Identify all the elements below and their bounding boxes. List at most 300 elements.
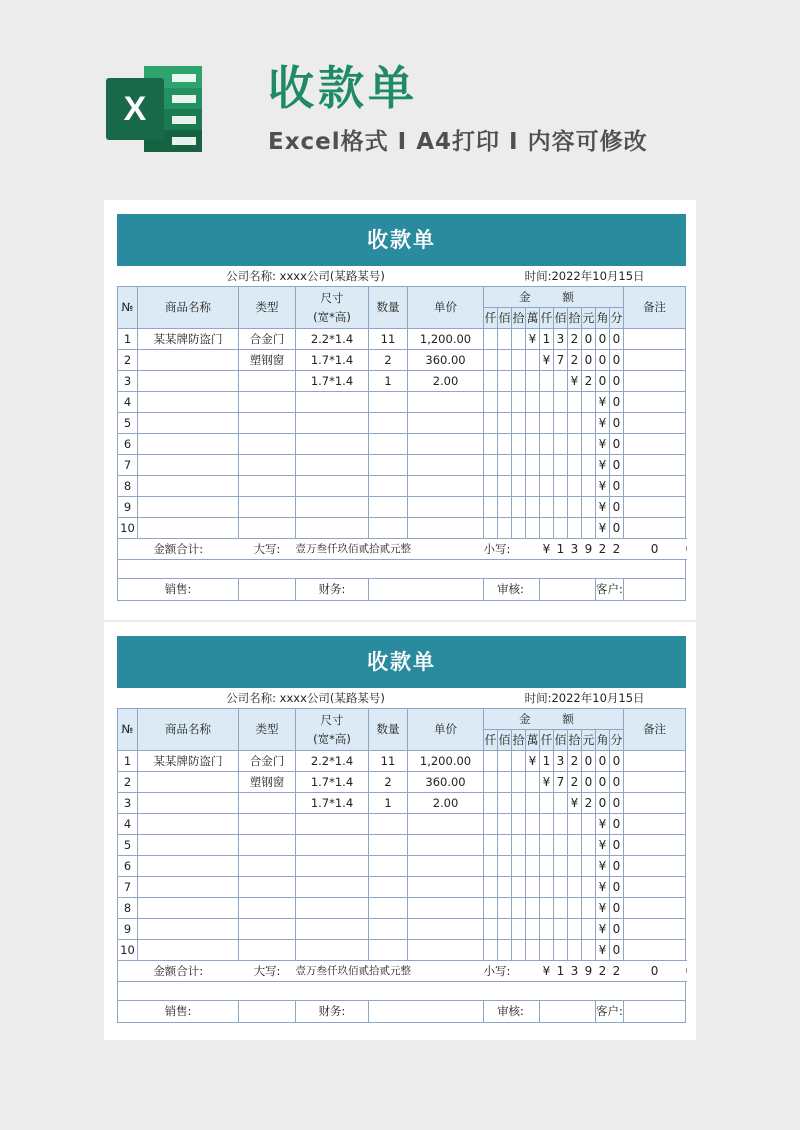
amount-digit: 3 — [554, 751, 568, 772]
qty-cell[interactable] — [369, 814, 408, 835]
qty-cell[interactable] — [369, 856, 408, 877]
total-digit: 2 — [596, 961, 610, 982]
remark-cell[interactable] — [624, 413, 686, 434]
row-no: 8 — [118, 898, 138, 919]
remark-cell[interactable] — [624, 793, 686, 814]
amount-digit — [484, 940, 498, 961]
size-cell[interactable] — [296, 814, 369, 835]
company-label: 公司名称: — [226, 690, 276, 705]
type-cell[interactable]: 塑钢窗 — [239, 350, 296, 371]
row-no: 6 — [118, 434, 138, 455]
qty-cell[interactable]: 2 — [369, 350, 408, 371]
total-digit: 1 — [554, 539, 568, 560]
size-cell[interactable] — [296, 856, 369, 877]
table-row — [118, 455, 687, 476]
type-cell[interactable] — [239, 518, 296, 539]
amount-digit — [512, 476, 526, 497]
qty-cell[interactable] — [369, 413, 408, 434]
amount-digit — [540, 371, 554, 392]
total-digit: 0 — [624, 539, 686, 560]
qty-cell[interactable] — [369, 518, 408, 539]
amount-digit — [526, 455, 540, 476]
type-cell[interactable] — [239, 413, 296, 434]
qty-cell[interactable]: 2 — [369, 772, 408, 793]
qty-cell[interactable] — [369, 455, 408, 476]
remark-cell[interactable] — [624, 919, 686, 940]
type-cell[interactable] — [239, 497, 296, 518]
remark-cell[interactable] — [624, 898, 686, 919]
amount-digit — [540, 814, 554, 835]
table-row — [118, 856, 687, 877]
amount-digit: ¥ — [596, 814, 610, 835]
amount-digit — [526, 856, 540, 877]
col-qty: 数量 — [369, 287, 408, 329]
amount-digit — [526, 434, 540, 455]
product-cell[interactable] — [138, 476, 239, 497]
total-digit — [526, 961, 540, 982]
qty-cell[interactable]: 1 — [369, 793, 408, 814]
size-cell[interactable]: 1.7*1.4 — [296, 350, 369, 371]
qty-cell[interactable] — [369, 434, 408, 455]
amount-digit: 1 — [540, 329, 554, 350]
amount-digit: 0 — [610, 793, 624, 814]
finance-label: 财务: — [296, 1001, 369, 1023]
type-cell[interactable] — [239, 455, 296, 476]
amount-digit — [498, 856, 512, 877]
col-qty: 数量 — [369, 709, 408, 751]
price-cell[interactable]: 1,200.00 — [408, 751, 484, 772]
type-cell[interactable] — [239, 476, 296, 497]
product-cell[interactable] — [138, 856, 239, 877]
size-cell[interactable] — [296, 940, 369, 961]
col-size — [296, 709, 369, 751]
remark-cell[interactable] — [624, 835, 686, 856]
amount-digit: 2 — [582, 793, 596, 814]
amount-digit — [554, 392, 568, 413]
price-cell[interactable] — [408, 434, 484, 455]
price-cell[interactable] — [408, 455, 484, 476]
table-row — [118, 751, 687, 772]
upper-value[interactable]: 壹万叁仟玖佰贰拾贰元整 — [296, 539, 484, 560]
amount-digit — [568, 835, 582, 856]
size-cell[interactable] — [296, 392, 369, 413]
amount-digit: ¥ — [540, 350, 554, 371]
col-product: 商品名称 — [138, 287, 239, 329]
size-cell[interactable] — [296, 413, 369, 434]
sales-label: 销售: — [118, 579, 239, 601]
amount-digit — [568, 434, 582, 455]
type-cell[interactable] — [239, 877, 296, 898]
table-row — [118, 793, 687, 814]
col-digit: 佰 — [554, 308, 568, 329]
table-row — [118, 497, 687, 518]
amount-digit — [498, 877, 512, 898]
row-no: 5 — [118, 835, 138, 856]
type-cell[interactable] — [239, 793, 296, 814]
type-cell[interactable] — [239, 835, 296, 856]
amount-digit: 0 — [610, 835, 624, 856]
amount-digit — [554, 371, 568, 392]
row-no: 9 — [118, 919, 138, 940]
col-digit: 分 — [610, 308, 624, 329]
price-cell[interactable]: 360.00 — [408, 350, 484, 371]
audit-label: 审核: — [484, 579, 540, 601]
amount-digit — [484, 371, 498, 392]
type-cell[interactable] — [239, 898, 296, 919]
company-label: 公司名称: — [226, 268, 276, 283]
amount-digit: 0 — [610, 455, 624, 476]
col-digit: 佰 — [498, 308, 512, 329]
price-cell[interactable] — [408, 497, 484, 518]
table-row — [118, 329, 687, 350]
size-cell[interactable] — [296, 434, 369, 455]
remark-cell[interactable] — [624, 455, 686, 476]
price-cell[interactable]: 2.00 — [408, 793, 484, 814]
type-cell[interactable] — [239, 814, 296, 835]
amount-digit — [512, 772, 526, 793]
table-row — [118, 392, 687, 413]
product-cell[interactable] — [138, 919, 239, 940]
sales-input[interactable] — [239, 1001, 296, 1023]
finance-input[interactable] — [369, 579, 484, 601]
product-cell[interactable] — [138, 835, 239, 856]
product-cell[interactable] — [138, 772, 239, 793]
product-cell[interactable] — [138, 793, 239, 814]
row-no: 4 — [118, 814, 138, 835]
qty-cell[interactable]: 1 — [369, 371, 408, 392]
excel-logo-icon — [104, 62, 204, 156]
size-cell[interactable] — [296, 898, 369, 919]
col-size-unit: (宽*高) — [313, 309, 351, 324]
total-digit: 3 — [568, 961, 582, 982]
amount-digit: ¥ — [596, 835, 610, 856]
amount-digit: ¥ — [596, 940, 610, 961]
remark-cell[interactable] — [624, 329, 686, 350]
price-cell[interactable] — [408, 835, 484, 856]
product-cell[interactable] — [138, 518, 239, 539]
amount-digit: 0 — [610, 751, 624, 772]
amount-digit — [484, 329, 498, 350]
table-row — [118, 940, 687, 961]
price-cell[interactable]: 1,200.00 — [408, 329, 484, 350]
qty-cell[interactable] — [369, 835, 408, 856]
amount-digit — [540, 898, 554, 919]
price-cell[interactable] — [408, 518, 484, 539]
company-value: xxxx公司(某路某号) — [279, 268, 385, 283]
amount-digit — [568, 856, 582, 877]
type-cell[interactable] — [239, 371, 296, 392]
remark-cell[interactable] — [624, 751, 686, 772]
time-field[interactable] — [484, 688, 686, 709]
qty-cell[interactable] — [369, 940, 408, 961]
amount-digit — [498, 476, 512, 497]
finance-input[interactable] — [369, 1001, 484, 1023]
amount-digit: ¥ — [596, 455, 610, 476]
amount-digit — [498, 793, 512, 814]
product-cell[interactable] — [138, 371, 239, 392]
qty-cell[interactable] — [369, 877, 408, 898]
amount-digit — [512, 455, 526, 476]
amount-digit: 0 — [610, 371, 624, 392]
amount-digit — [484, 772, 498, 793]
qty-cell[interactable]: 11 — [369, 751, 408, 772]
col-digit: 佰 — [554, 730, 568, 751]
size-cell[interactable]: 2.2*1.4 — [296, 329, 369, 350]
total-digit: 2 — [610, 539, 624, 560]
product-cell[interactable] — [138, 392, 239, 413]
type-cell[interactable]: 合金门 — [239, 751, 296, 772]
qty-cell[interactable]: 11 — [369, 329, 408, 350]
remark-cell[interactable] — [624, 856, 686, 877]
row-no: 10 — [118, 940, 138, 961]
col-digit: 仟 — [484, 730, 498, 751]
amount-digit — [526, 877, 540, 898]
amount-digit — [582, 877, 596, 898]
row-no: 10 — [118, 518, 138, 539]
product-cell[interactable] — [138, 814, 239, 835]
price-cell[interactable] — [408, 814, 484, 835]
price-cell[interactable] — [408, 919, 484, 940]
row-no: 3 — [118, 371, 138, 392]
qty-cell[interactable] — [369, 497, 408, 518]
upper-value[interactable]: 壹万叁仟玖佰贰拾贰元整 — [296, 961, 484, 982]
size-cell[interactable]: 2.2*1.4 — [296, 751, 369, 772]
product-cell[interactable] — [138, 898, 239, 919]
price-cell[interactable]: 360.00 — [408, 772, 484, 793]
customer-input[interactable] — [624, 579, 686, 601]
amount-digit — [582, 434, 596, 455]
amount-digit — [498, 814, 512, 835]
receipt-table — [117, 214, 686, 601]
remark-cell[interactable] — [624, 518, 686, 539]
col-digit: 仟 — [484, 308, 498, 329]
total-digit: ¥ — [540, 539, 554, 560]
price-cell[interactable] — [408, 413, 484, 434]
amount-digit: 3 — [554, 329, 568, 350]
amount-digit — [568, 476, 582, 497]
amount-digit: 0 — [596, 772, 610, 793]
amount-digit — [540, 835, 554, 856]
amount-digit: ¥ — [526, 751, 540, 772]
amount-digit — [554, 856, 568, 877]
time-value: 2022年10月15日 — [551, 268, 645, 283]
product-cell[interactable] — [138, 877, 239, 898]
qty-cell[interactable] — [369, 898, 408, 919]
amount-digit — [484, 455, 498, 476]
row-no: 4 — [118, 392, 138, 413]
amount-digit — [484, 751, 498, 772]
amount-digit — [498, 835, 512, 856]
product-cell[interactable]: 某某牌防盗门 — [138, 329, 239, 350]
size-cell[interactable] — [296, 476, 369, 497]
row-no: 3 — [118, 793, 138, 814]
size-cell[interactable] — [296, 877, 369, 898]
amount-digit — [554, 793, 568, 814]
row-no: 2 — [118, 350, 138, 371]
amount-digit — [526, 940, 540, 961]
amount-digit — [568, 814, 582, 835]
size-cell[interactable] — [296, 497, 369, 518]
amount-digit — [568, 940, 582, 961]
amount-digit — [512, 814, 526, 835]
col-no: № — [118, 287, 138, 329]
remark-cell[interactable] — [624, 940, 686, 961]
col-amount: 金 额 — [484, 709, 624, 730]
size-cell[interactable]: 1.7*1.4 — [296, 371, 369, 392]
amount-digit: 0 — [610, 476, 624, 497]
price-cell[interactable]: 2.00 — [408, 371, 484, 392]
type-cell[interactable] — [239, 434, 296, 455]
amount-digit: 2 — [568, 329, 582, 350]
table-row — [118, 877, 687, 898]
amount-digit — [512, 413, 526, 434]
total-digit: 3 — [568, 539, 582, 560]
col-size-label: 尺寸 — [320, 712, 344, 727]
total-digit: 9 — [582, 961, 596, 982]
amount-digit: 7 — [554, 350, 568, 371]
size-cell[interactable] — [296, 455, 369, 476]
amount-digit — [554, 877, 568, 898]
amount-digit — [554, 518, 568, 539]
amount-digit — [512, 919, 526, 940]
amount-digit: 0 — [610, 518, 624, 539]
product-cell[interactable] — [138, 413, 239, 434]
remark-cell[interactable] — [624, 772, 686, 793]
sales-input[interactable] — [239, 579, 296, 601]
amount-digit — [512, 518, 526, 539]
table-row — [118, 919, 687, 940]
type-cell[interactable] — [239, 919, 296, 940]
row-no: 2 — [118, 772, 138, 793]
time-field[interactable] — [484, 266, 686, 287]
amount-digit — [582, 898, 596, 919]
remark-cell[interactable] — [624, 392, 686, 413]
amount-digit — [540, 413, 554, 434]
col-digit: 佰 — [498, 730, 512, 751]
amount-digit — [568, 455, 582, 476]
price-cell[interactable] — [408, 898, 484, 919]
size-cell[interactable]: 1.7*1.4 — [296, 772, 369, 793]
amount-digit: 0 — [596, 329, 610, 350]
type-cell[interactable] — [239, 856, 296, 877]
size-cell[interactable] — [296, 518, 369, 539]
qty-cell[interactable] — [369, 392, 408, 413]
product-cell[interactable] — [138, 350, 239, 371]
type-cell[interactable]: 塑钢窗 — [239, 772, 296, 793]
company-field[interactable] — [118, 266, 484, 287]
amount-digit: 0 — [610, 898, 624, 919]
amount-digit — [498, 329, 512, 350]
amount-digit: 0 — [610, 392, 624, 413]
col-digit: 拾 — [512, 308, 526, 329]
amount-digit: ¥ — [596, 476, 610, 497]
remark-cell[interactable] — [624, 814, 686, 835]
finance-label: 财务: — [296, 579, 369, 601]
price-cell[interactable] — [408, 940, 484, 961]
amount-digit — [540, 518, 554, 539]
amount-digit: 2 — [568, 751, 582, 772]
amount-digit — [498, 392, 512, 413]
amount-digit: ¥ — [540, 772, 554, 793]
size-cell[interactable]: 1.7*1.4 — [296, 793, 369, 814]
amount-digit — [526, 814, 540, 835]
amount-digit — [498, 413, 512, 434]
col-price: 单价 — [408, 709, 484, 751]
amount-digit — [582, 476, 596, 497]
customer-input[interactable] — [624, 1001, 686, 1023]
qty-cell[interactable] — [369, 919, 408, 940]
amount-digit: 0 — [610, 814, 624, 835]
col-digit: 角 — [596, 308, 610, 329]
remark-cell[interactable] — [624, 350, 686, 371]
type-cell[interactable] — [239, 392, 296, 413]
product-cell[interactable] — [138, 497, 239, 518]
receipt-sheet — [104, 200, 696, 620]
type-cell[interactable]: 合金门 — [239, 329, 296, 350]
upper-label: 大写: — [239, 539, 296, 560]
price-cell[interactable] — [408, 476, 484, 497]
product-cell[interactable] — [138, 455, 239, 476]
amount-digit: 0 — [610, 350, 624, 371]
product-cell[interactable] — [138, 434, 239, 455]
amount-digit — [540, 455, 554, 476]
amount-digit — [498, 434, 512, 455]
remark-cell[interactable] — [624, 371, 686, 392]
type-cell[interactable] — [239, 940, 296, 961]
col-digit: 元 — [582, 730, 596, 751]
amount-digit — [526, 518, 540, 539]
audit-input[interactable] — [540, 1001, 596, 1023]
remark-cell[interactable] — [624, 497, 686, 518]
row-no: 7 — [118, 455, 138, 476]
col-size-label: 尺寸 — [320, 290, 344, 305]
total-digit: 2 — [596, 539, 610, 560]
col-digit: 拾 — [568, 730, 582, 751]
company-field[interactable] — [118, 688, 484, 709]
amount-digit: ¥ — [596, 392, 610, 413]
size-cell[interactable] — [296, 919, 369, 940]
price-cell[interactable] — [408, 877, 484, 898]
amount-digit — [540, 877, 554, 898]
amount-digit — [554, 476, 568, 497]
size-cell[interactable] — [296, 835, 369, 856]
remark-cell[interactable] — [624, 476, 686, 497]
amount-digit: ¥ — [596, 856, 610, 877]
audit-input[interactable] — [540, 579, 596, 601]
amount-digit — [512, 371, 526, 392]
receipt-sheet — [104, 622, 696, 1040]
col-digit: 角 — [596, 730, 610, 751]
row-no: 9 — [118, 497, 138, 518]
remark-cell[interactable] — [624, 434, 686, 455]
amount-digit — [526, 793, 540, 814]
amount-digit — [540, 793, 554, 814]
price-cell[interactable] — [408, 392, 484, 413]
price-cell[interactable] — [408, 856, 484, 877]
amount-digit — [554, 413, 568, 434]
amount-digit — [582, 497, 596, 518]
product-cell[interactable]: 某某牌防盗门 — [138, 751, 239, 772]
product-cell[interactable] — [138, 940, 239, 961]
amount-digit — [484, 793, 498, 814]
total-digit — [512, 961, 526, 982]
time-label: 时间: — [524, 690, 552, 705]
remark-cell[interactable] — [624, 877, 686, 898]
page-subtitle: Excel格式 I A4打印 I 内容可修改 — [268, 129, 648, 155]
qty-cell[interactable] — [369, 476, 408, 497]
amount-digit — [512, 940, 526, 961]
total-digit: 9 — [582, 539, 596, 560]
